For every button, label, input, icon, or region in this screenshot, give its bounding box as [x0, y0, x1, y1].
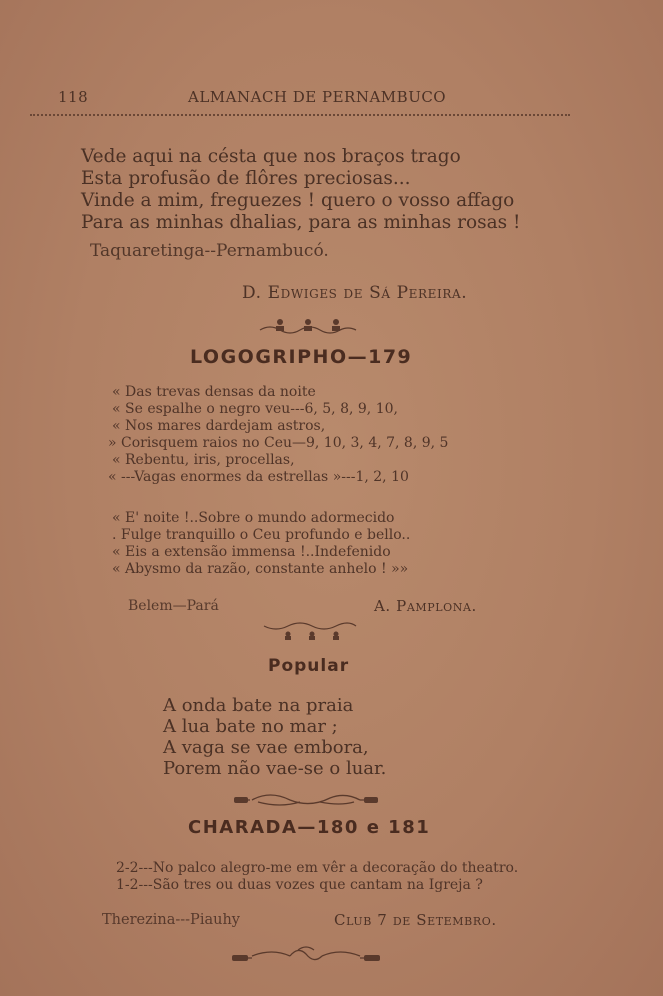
poem-line: Para as minhas dhalias, para as minhas rosas !	[81, 212, 521, 233]
logogripho-line: » Corisquem raios no Ceu—9, 10, 3, 4, 7, 8, 9, 5	[108, 435, 449, 451]
logogripho-line: « ---Vagas enormes da estrellas »---1, 2, 10	[108, 469, 409, 485]
poem-author: D. Edwiges de Sá Pereira.	[242, 283, 468, 303]
header-rule	[30, 114, 570, 116]
section-title-charada: CHARADA—180 e 181	[188, 817, 431, 838]
logogripho-line: « Das trevas densas da noite	[112, 384, 316, 400]
popular-line: A vaga se vae embora,	[163, 737, 369, 758]
poem-line: Vinde a mim, freguezes ! quero o vosso affago	[81, 190, 515, 211]
poem-line: Esta profusão de flôres preciosas...	[81, 168, 411, 189]
popular-line: Porem não vae-se o luar.	[163, 758, 387, 779]
section-title-popular: Popular	[268, 656, 350, 676]
charada-author: Club 7 de Setembro.	[334, 911, 497, 929]
logogripho-line: « Rebentu, iris, procellas,	[112, 452, 295, 468]
logogripho-line: . Fulge tranquillo o Ceu profundo e bello..	[112, 527, 411, 543]
poem-line: Vede aqui na césta que nos braços trago	[81, 146, 461, 167]
logogripho-line: « Eis a extensão immensa !..Indefenido	[112, 544, 391, 560]
logogripho-line: « Nos mares dardejam astros,	[112, 418, 326, 434]
popular-line: A onda bate na praia	[163, 695, 354, 716]
page-number: 118	[58, 88, 89, 106]
charada-place: Therezina---Piauhy	[102, 912, 240, 928]
logogripho-line: « Se espalhe o negro veu---6, 5, 8, 9, 10,	[112, 401, 398, 417]
charada-line: 2-2---No palco alegro-me em vêr a decoração do theatro.	[116, 860, 519, 876]
logogripho-line: « E' noite !..Sobre o mundo adormecido	[112, 510, 395, 526]
ornament-tailpiece-icon	[228, 944, 384, 968]
charada-line: 1-2---São tres ou duas vozes que cantam na Igreja ?	[116, 877, 483, 893]
ornament-divider-icon	[258, 314, 358, 336]
ornament-flourish-icon	[230, 790, 382, 810]
logogripho-place: Belem—Pará	[128, 598, 219, 614]
logogripho-line: « Abysmo da razão, constante anhelo ! »»	[112, 561, 409, 577]
section-title-logogripho: LOGOGRIPHO—179	[190, 346, 413, 368]
running-title: ALMANACH DE PERNAMBUCO	[188, 88, 447, 106]
poem-place: Taquaretinga--Pernambucó.	[90, 241, 329, 261]
ornament-divider-icon	[262, 620, 358, 642]
logogripho-author: A. Pamplona.	[374, 597, 477, 615]
popular-line: A lua bate no mar ;	[163, 716, 338, 737]
